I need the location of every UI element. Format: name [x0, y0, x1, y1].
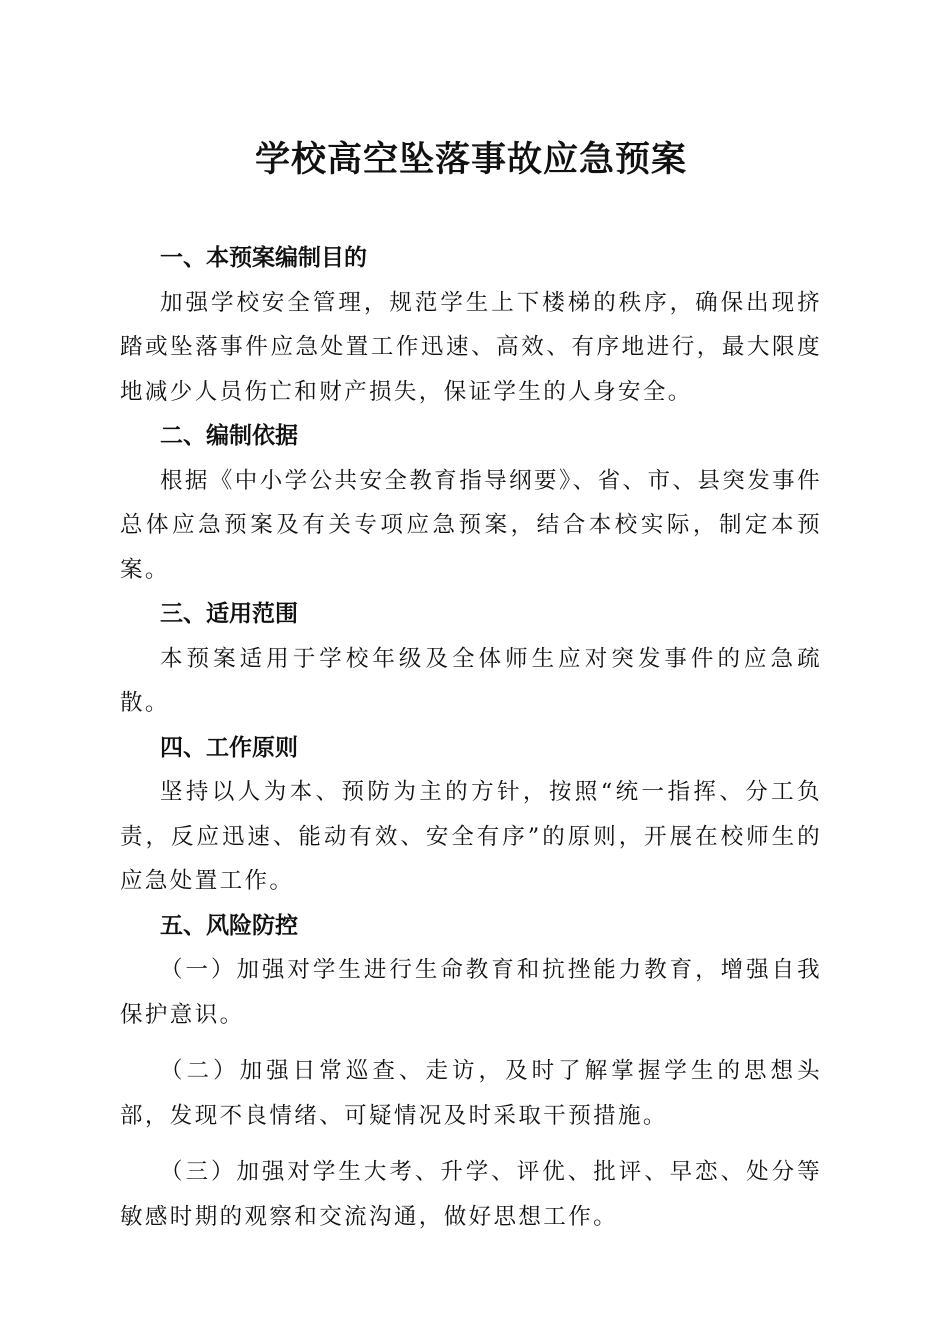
section-heading: 二、编制依据: [160, 423, 298, 449]
document-title: 学校高空坠落事故应急预案: [254, 139, 687, 180]
risk-control-item: （一）加强对学生进行生命教育和抗挫能力教育，增强自我保护意识。: [120, 957, 822, 1028]
section-risk-control: [120, 904, 822, 1240]
section-heading: 一、本预案编制目的: [160, 245, 367, 271]
section-paragraph: 根据《中小学公共安全教育指导纲要》、省、市、县突发事件总体应急预案及有关专项应急预案，结合本校实际，制定本预案。: [120, 467, 822, 583]
section-paragraph: 加强学校安全管理，规范学生上下楼梯的秩序，确保出现挤踏或坠落事件应急处置工作迅速、高效、有序地进行，最大限度地减少人员伤亡和财产损失，保证学生的人身安全。: [120, 289, 822, 405]
section-paragraph: 本预案适用于学校年级及全体师生应对突发事件的应急疏散。: [120, 645, 822, 716]
section-heading: 五、风险防控: [160, 912, 298, 939]
section-scope: [120, 592, 822, 726]
document-body: [120, 236, 822, 1239]
section-paragraph: 坚持以人为本、预防为主的方针，按照“统一指挥、分工负责，反应迅速、能动有效、安全有序”的原则，开展在校师生的应急处置工作。: [120, 779, 822, 894]
section-principles: [120, 726, 822, 904]
section-purpose: [120, 236, 822, 414]
section-heading: 三、适用范围: [160, 601, 298, 627]
risk-control-item: （三）加强对学生大考、升学、评优、批评、早恋、处分等敏感时期的观察和交流沟通，做好思想工作。: [120, 1159, 822, 1230]
risk-control-item: （二）加强日常巡查、走访，及时了解掌握学生的思想头部，发现不良情绪、可疑情况及时采取干预措施。: [120, 1058, 822, 1129]
section-heading: 四、工作原则: [160, 734, 298, 761]
section-basis: [120, 414, 822, 592]
